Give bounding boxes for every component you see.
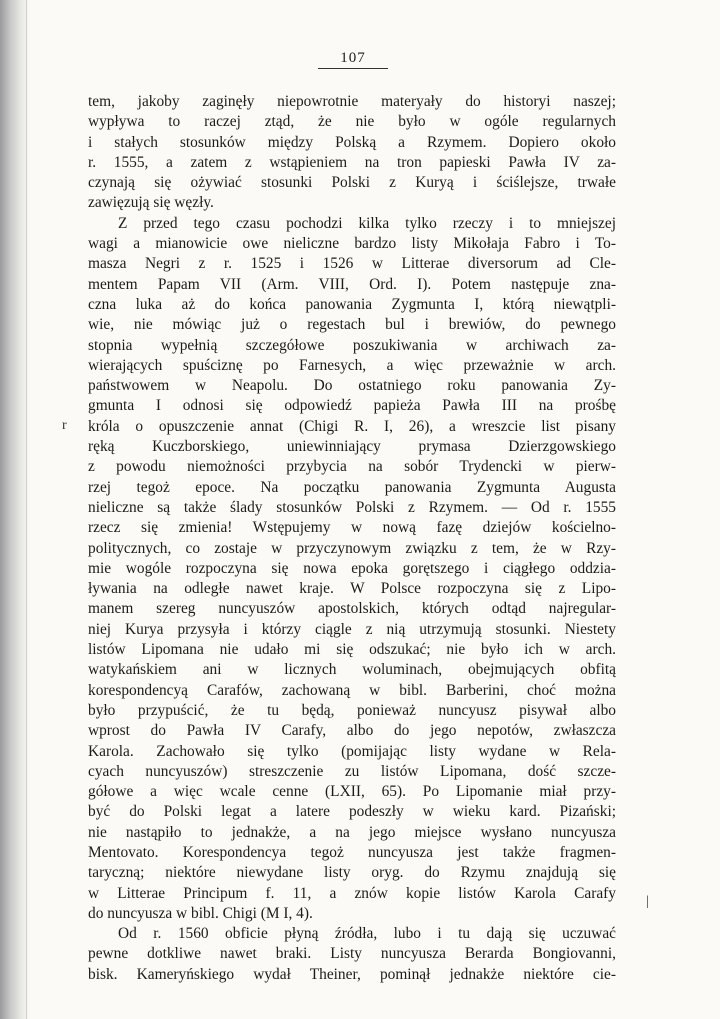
- text-line: nie nastąpiło to jednakże, a na jego miejsce wysłano nuncyusza: [88, 823, 616, 841]
- text-line: nieliczne są także ślady stosunków Polski z Rzymem. — Od r. 1555: [88, 498, 616, 516]
- text-line: Karola. Zachowało się tylko (pomijając listy wydane w Rela-: [88, 742, 616, 760]
- page-number: 107: [318, 50, 388, 69]
- text-line: niej Kurya przysyła i którzy ciągle z nią utrzymują stosunki. Niestety: [88, 620, 616, 638]
- text-line: stopnia wypełnią szczegółowe poszukiwania w archiwach za-: [88, 336, 616, 354]
- text-line: listów Lipomana nie udało mi się odszukać; nie było ich w arch.: [88, 641, 616, 659]
- text-line: bisk. Kameryńskiego wydał Theiner, pominął jednakże niektóre cie-: [88, 965, 616, 983]
- text-line: masza Negri z r. 1525 i 1526 w Litterae diversorum ad Cle-: [88, 255, 616, 273]
- text-line: zawięzują się węzły.: [88, 194, 214, 212]
- text-line: cyach nuncyuszów) streszczenie zu listów Lipomana, dość szcze-: [88, 762, 616, 780]
- text-line: mie wogóle rozpoczyna się nowa epoka gorętszego i ciągłego oddzia-: [88, 559, 616, 577]
- body-text: [88, 92, 616, 985]
- text-line: r. 1555, a zatem z wstąpieniem na tron papieski Pawła IV za-: [88, 153, 616, 171]
- text-line: Mentovato. Korespondencya tegoż nuncyusza jest także fragmen-: [88, 843, 616, 861]
- text-line: do nuncyusza w bibl. Chigi (M I, 4).: [88, 904, 313, 922]
- text-line: taryczną; niektóre niewydane listy oryg. do Rzymu znajdują się: [88, 864, 616, 882]
- text-line: Z przed tego czasu pochodzi kilka tylko rzeczy i to mniejszej: [118, 214, 616, 232]
- text-line: wypływa to raczej ztąd, że nie było w ogóle regularnych: [88, 113, 616, 131]
- text-line: państwowem w Neapolu. Do ostatniego roku panowania Zy-: [88, 377, 616, 395]
- text-line: było przypuścić, że tu będą, ponieważ nuncyusz pisywał albo: [88, 701, 616, 719]
- text-line: wprost do Pawła IV Carafy, albo do jego nepotów, zwłaszcza: [88, 722, 616, 740]
- book-binding-edge: [0, 0, 30, 1019]
- text-line: wie, nie mówiąc już o regestach bul i brewiów, do pewnego: [88, 316, 616, 334]
- text-line: z powodu niemożności przybycia na sobór Trydencki w pierw-: [88, 458, 616, 476]
- margin-annotation: |: [646, 894, 649, 909]
- margin-annotation: r: [62, 418, 67, 433]
- text-line: gółowe a więc wcale cenne (LXII, 65). Po Lipomanie miał przy-: [88, 783, 616, 801]
- text-line: w Litterae Principum f. 11, a znów kopie listów Karola Carafy: [88, 884, 616, 902]
- text-line: pewne dotkliwe nawet braki. Listy nuncyusza Berarda Bongiovanni,: [88, 945, 616, 963]
- text-line: politycznych, co zostaje w przyczynowym związku z tem, że w Rzy-: [88, 539, 616, 557]
- text-line: czna luka aż do końca panowania Zygmunta I, którą niewątpli-: [88, 295, 616, 313]
- text-line: ręką Kuczborskiego, uniewinniający prymasa Dzierzgowskiego: [88, 438, 616, 456]
- text-line: rzecz się zmienia! Wstępujemy w nową fazę dziejów kościelno-: [88, 519, 616, 537]
- text-line: rzej tegoż epoce. Na początku panowania Zygmunta Augusta: [88, 478, 616, 496]
- text-line: być do Polski legat a latere podeszły w wieku kard. Pizański;: [88, 803, 616, 821]
- text-line: czynają się ożywiać stosunki Polski z Kuryą i ściślejsze, trwałe: [88, 174, 616, 192]
- text-line: ływania na odległe nawet kraje. W Polsce rozpoczyna się z Lipo-: [88, 580, 616, 598]
- text-line: watykańskiem ani w licznych woluminach, obejmujących obfitą: [88, 661, 616, 679]
- text-line: wierających spuściznę po Farnesych, a więc przeważnie w arch.: [88, 356, 616, 374]
- text-line: gmunta I odnosi się odpowiedź papieża Pawła III na prośbę: [88, 397, 616, 415]
- text-line: króla o opuszczenie annat (Chigi R. I, 26), a wreszcie list pisany: [88, 417, 616, 435]
- text-line: wagi a mianowicie owe nieliczne bardzo listy Mikołaja Fabro i To-: [88, 235, 616, 253]
- text-line: i stałych stosunków między Polską a Rzymem. Dopiero około: [88, 133, 616, 151]
- text-line: manem szereg nuncyuszów apostolskich, których odtąd najregular-: [88, 600, 616, 618]
- text-line: tem, jakoby zaginęły niepowrotnie materyały do historyi naszej;: [88, 93, 616, 110]
- text-line: mentem Papam VII (Arm. VIII, Ord. I). Potem następuje zna-: [88, 275, 616, 293]
- text-line: Od r. 1560 obficie płyną źródła, lubo i tu dają się uczuwać: [118, 925, 616, 943]
- text-line: korespondencyą Carafów, zachowaną w bibl. Barberini, choć można: [88, 681, 616, 699]
